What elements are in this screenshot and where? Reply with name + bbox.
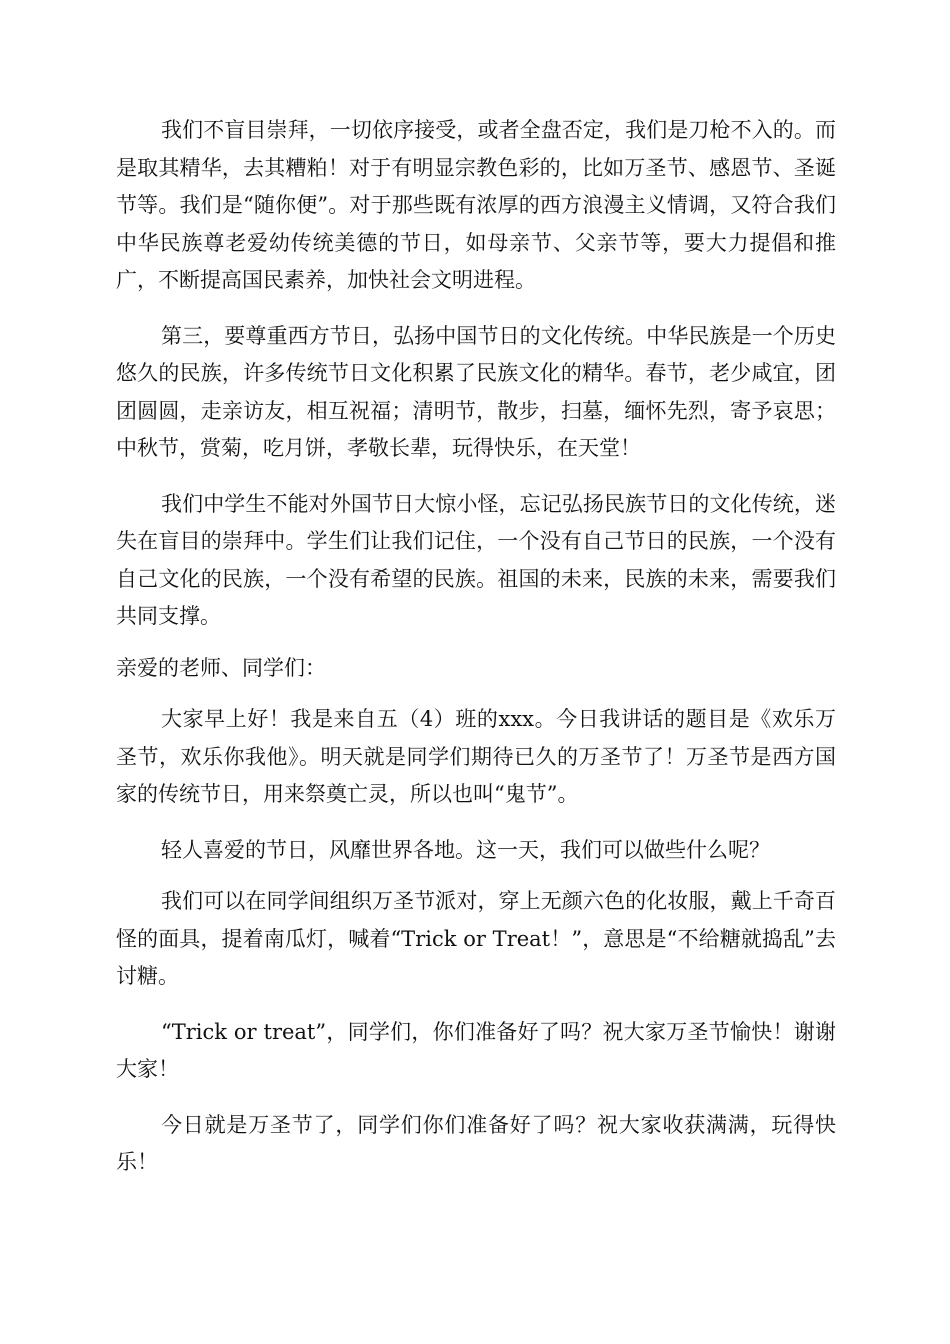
document-body [116, 112, 836, 1182]
speech-greeting: 亲爱的老师、同学们： [116, 655, 326, 680]
paragraph-western-festival-attitude: 我们不盲目崇拜，一切依序接受，或者全盘否定，我们是刀枪不入的。而是取其精华，去其糟粕！对于有明显宗教色彩的，比如万圣节、感恩节、圣诞节等。我们是“随你便”。对于那些既有浓厚的西方浪漫主义情调，又符合我们中华民族尊老爱幼传统美德的节日，如母亲节、父亲节等，要大力提倡和推广，不断提高国民素养，加快社会文明进程。 [116, 118, 836, 292]
paragraph-students-remember: 我们中学生不能对外国节日大惊小怪，忘记弘扬民族节日的文化传统，迷失在盲目的崇拜中。学生们让我们记住，一个没有自己节日的民族，一个没有自己文化的民族，一个没有希望的民族。祖国的未来，民族的未来，需要我们共同支撑。 [116, 491, 836, 628]
paragraph-respect-traditions: 第三，要尊重西方节日，弘扬中国节日的文化传统。中华民族是一个历史悠久的民族，许多传统节日文化积累了民族文化的精华。春节，老少咸宜，团团圆圆，走亲访友，相互祝福；清明节，散步，扫墓，缅怀先烈，寄予哀思；中秋节，赏菊，吃月饼，孝敬长辈，玩得快乐，在天堂！ [116, 323, 836, 460]
paragraph-trick-or-treat: “Trick or treat”，同学们，你们准备好了吗？祝大家万圣节愉快！谢谢大家！ [116, 1019, 836, 1081]
paragraph-closing-wish: 今日就是万圣节了，同学们你们准备好了吗？祝大家收获满满，玩得快乐！ [116, 1112, 836, 1174]
paragraph-party-activities: 我们可以在同学间组织万圣节派对，穿上无颜六色的化妆服，戴上千奇百怪的面具，提着南瓜灯，喊着“Trick or Treat！”，意思是“不给糖就捣乱”去讨糖。 [116, 889, 836, 988]
paragraph-festival-popularity: 轻人喜爱的节日，风靡世界各地。这一天，我们可以做些什么呢？ [161, 837, 770, 862]
paragraph-speech-intro: 大家早上好！我是来自五（4）班的xxx。今日我讲话的题目是《欢乐万圣节，欢乐你我他》。明天就是同学们期待已久的万圣节了！万圣节是西方国家的传统节日，用来祭奠亡灵，所以也叫“鬼节”。 [116, 707, 836, 806]
